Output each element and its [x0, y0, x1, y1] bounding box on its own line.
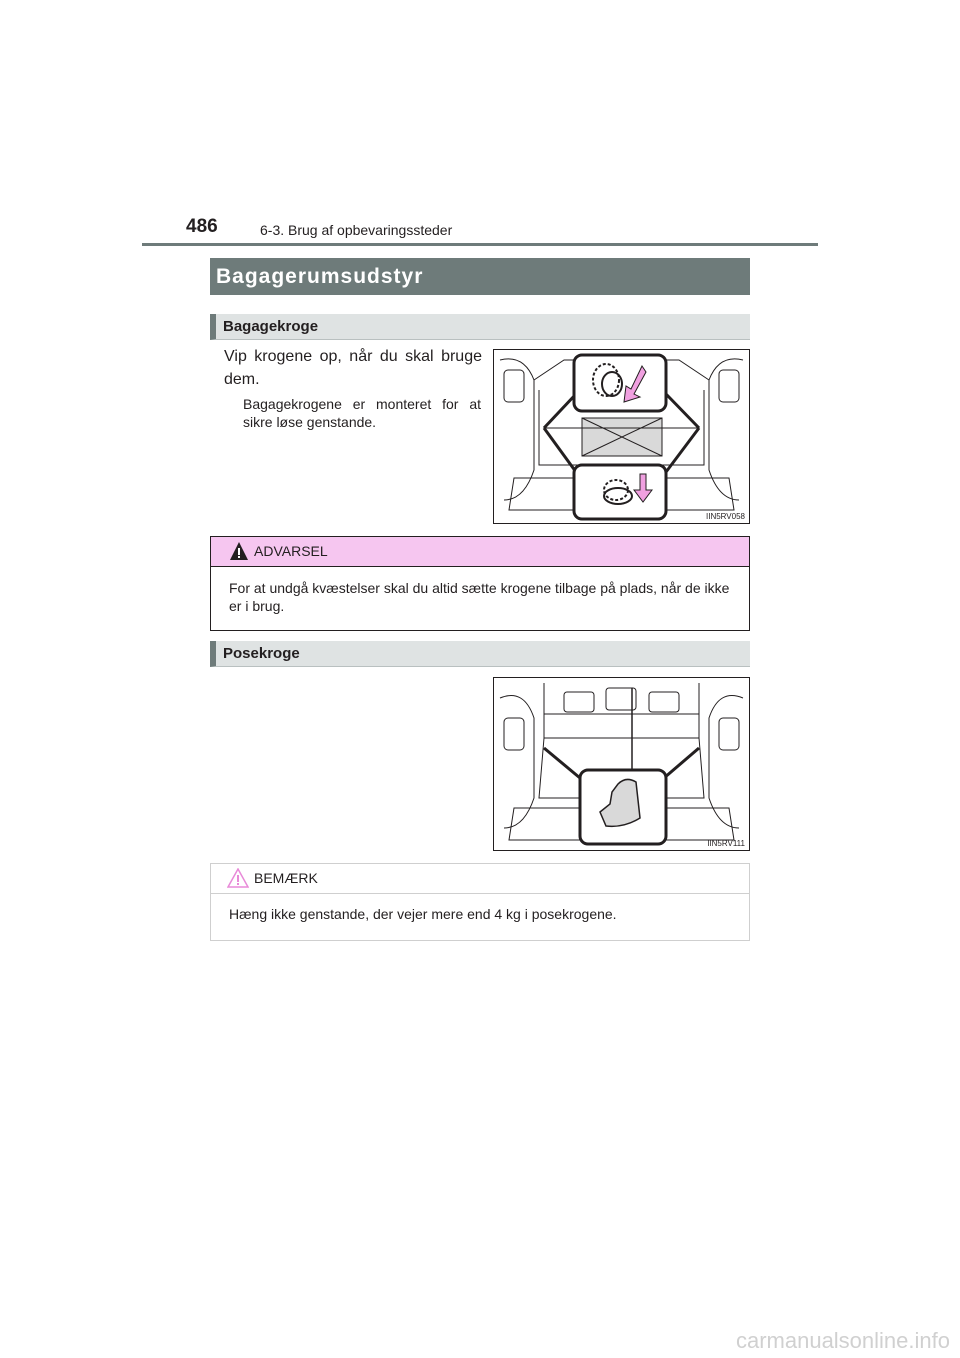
notice-header [211, 864, 749, 894]
watermark: carmanualsonline.info [735, 1328, 950, 1353]
figure-code: IIN5RV111 [707, 839, 745, 848]
intro-text: Vip krogene op, når du skal bruge dem. [224, 348, 482, 388]
figure-bag-hooks [493, 677, 750, 851]
notice-label: BEMÆRK [254, 870, 318, 886]
luggage-hooks-illustration [494, 350, 749, 523]
running-header: 6-3. Brug af opbevaringssteder [260, 222, 453, 238]
warning-triangle-icon [229, 541, 249, 561]
warning-box [210, 536, 750, 631]
header-rule [142, 243, 818, 246]
subheading-luggage-hooks: Bagagekroge [210, 314, 750, 340]
bag-hooks-illustration [494, 678, 749, 850]
figure-code: IIN5RV058 [706, 512, 745, 521]
warning-header [211, 537, 749, 567]
figure-luggage-hooks [493, 349, 750, 524]
notice-text: Hæng ikke genstande, der vejer mere end 4 kg i posekrogene. [229, 906, 617, 922]
warning-text: For at undgå kvæstelser skal du altid sætte krogene tilbage på plads, når de ikke er i brug. [229, 580, 730, 614]
notice-box [210, 863, 750, 941]
warning-label: ADVARSEL [254, 543, 328, 559]
section-title: Bagagerumsudstyr [210, 258, 750, 295]
subheading-bag-hooks: Posekroge [210, 641, 750, 667]
intro-detail-text: Bagagekrogene er monteret for at sikre løse genstande. [243, 396, 481, 430]
caution-triangle-icon [227, 868, 249, 888]
page-number: 486 [186, 216, 218, 237]
